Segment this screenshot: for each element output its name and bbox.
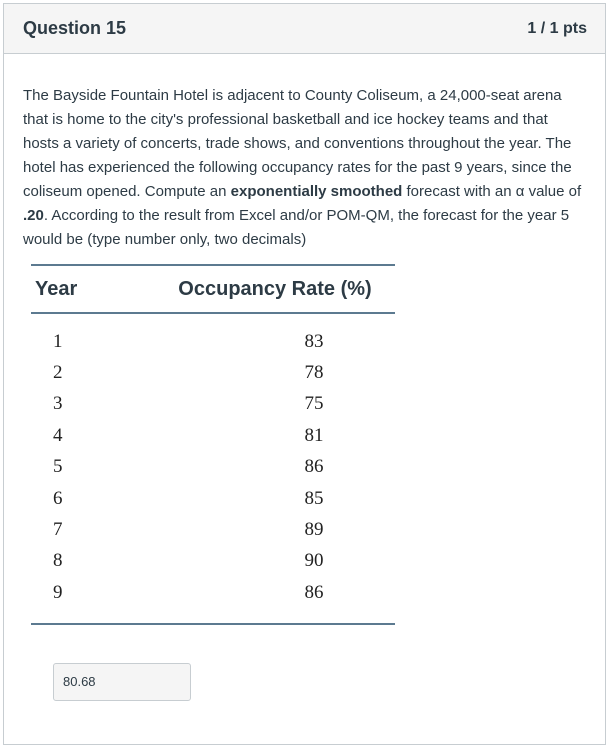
cell-year: 2	[53, 362, 63, 384]
question-text-part3: . According to the result from Excel and/or POM-QM, the forecast for the year 5 would be (type number only, two decimals)	[23, 207, 570, 248]
cell-rate: 86	[304, 456, 324, 478]
cell-year: 8	[53, 550, 63, 572]
table-header-row	[31, 265, 395, 313]
question-title: Question 15	[23, 18, 127, 38]
table-row	[31, 546, 395, 577]
answer-input[interactable]	[53, 663, 191, 701]
cell-year: 3	[53, 393, 63, 415]
occupancy-table-wrap	[31, 264, 395, 625]
table-row	[31, 313, 395, 357]
cell-year: 6	[53, 487, 63, 509]
question-text-bold2: .20	[23, 207, 44, 224]
table-row	[31, 357, 395, 388]
question-text	[23, 84, 586, 252]
cell-rate: 75	[304, 393, 324, 415]
table-row	[31, 389, 395, 420]
cell-rate: 81	[304, 424, 324, 446]
question-header	[4, 4, 605, 54]
cell-year: 1	[53, 330, 63, 352]
table-row	[31, 452, 395, 483]
table-row	[31, 420, 395, 451]
question-text-bold1: exponentially smoothed	[230, 183, 403, 200]
answer-value: 80.68	[63, 674, 96, 690]
question-body	[4, 54, 605, 701]
cell-year: 7	[53, 519, 63, 541]
cell-rate: 89	[304, 519, 324, 541]
cell-rate: 85	[304, 487, 324, 509]
header-year: Year	[35, 277, 78, 300]
question-text-part1: The Bayside Fountain Hotel is adjacent to County Coliseum, a 24,000-seat arena that is home to the city's professional basketball and ice hockey teams and that hosts a variety of concerts, trade shows, and conventions throughout the year. The hotel has experienced the following occupancy rates for the past 9 years, since the coliseum opened. Compute an	[23, 87, 572, 200]
cell-year: 9	[53, 581, 63, 603]
question-card	[3, 3, 606, 745]
points-label: 1 / 1 pts	[527, 19, 587, 37]
cell-rate: 86	[304, 581, 324, 603]
cell-rate: 78	[304, 362, 324, 384]
table-row	[31, 483, 395, 514]
table-row	[31, 577, 395, 622]
header-occupancy-rate: Occupancy Rate (%)	[178, 277, 372, 300]
question-text-part2: forecast with an α value of	[402, 183, 582, 200]
cell-year: 4	[53, 424, 63, 446]
occupancy-table	[31, 264, 395, 623]
cell-rate: 90	[304, 550, 324, 572]
cell-year: 5	[53, 456, 63, 478]
table-bottom-rule	[31, 623, 395, 625]
cell-rate: 83	[304, 330, 324, 352]
table-row	[31, 514, 395, 545]
